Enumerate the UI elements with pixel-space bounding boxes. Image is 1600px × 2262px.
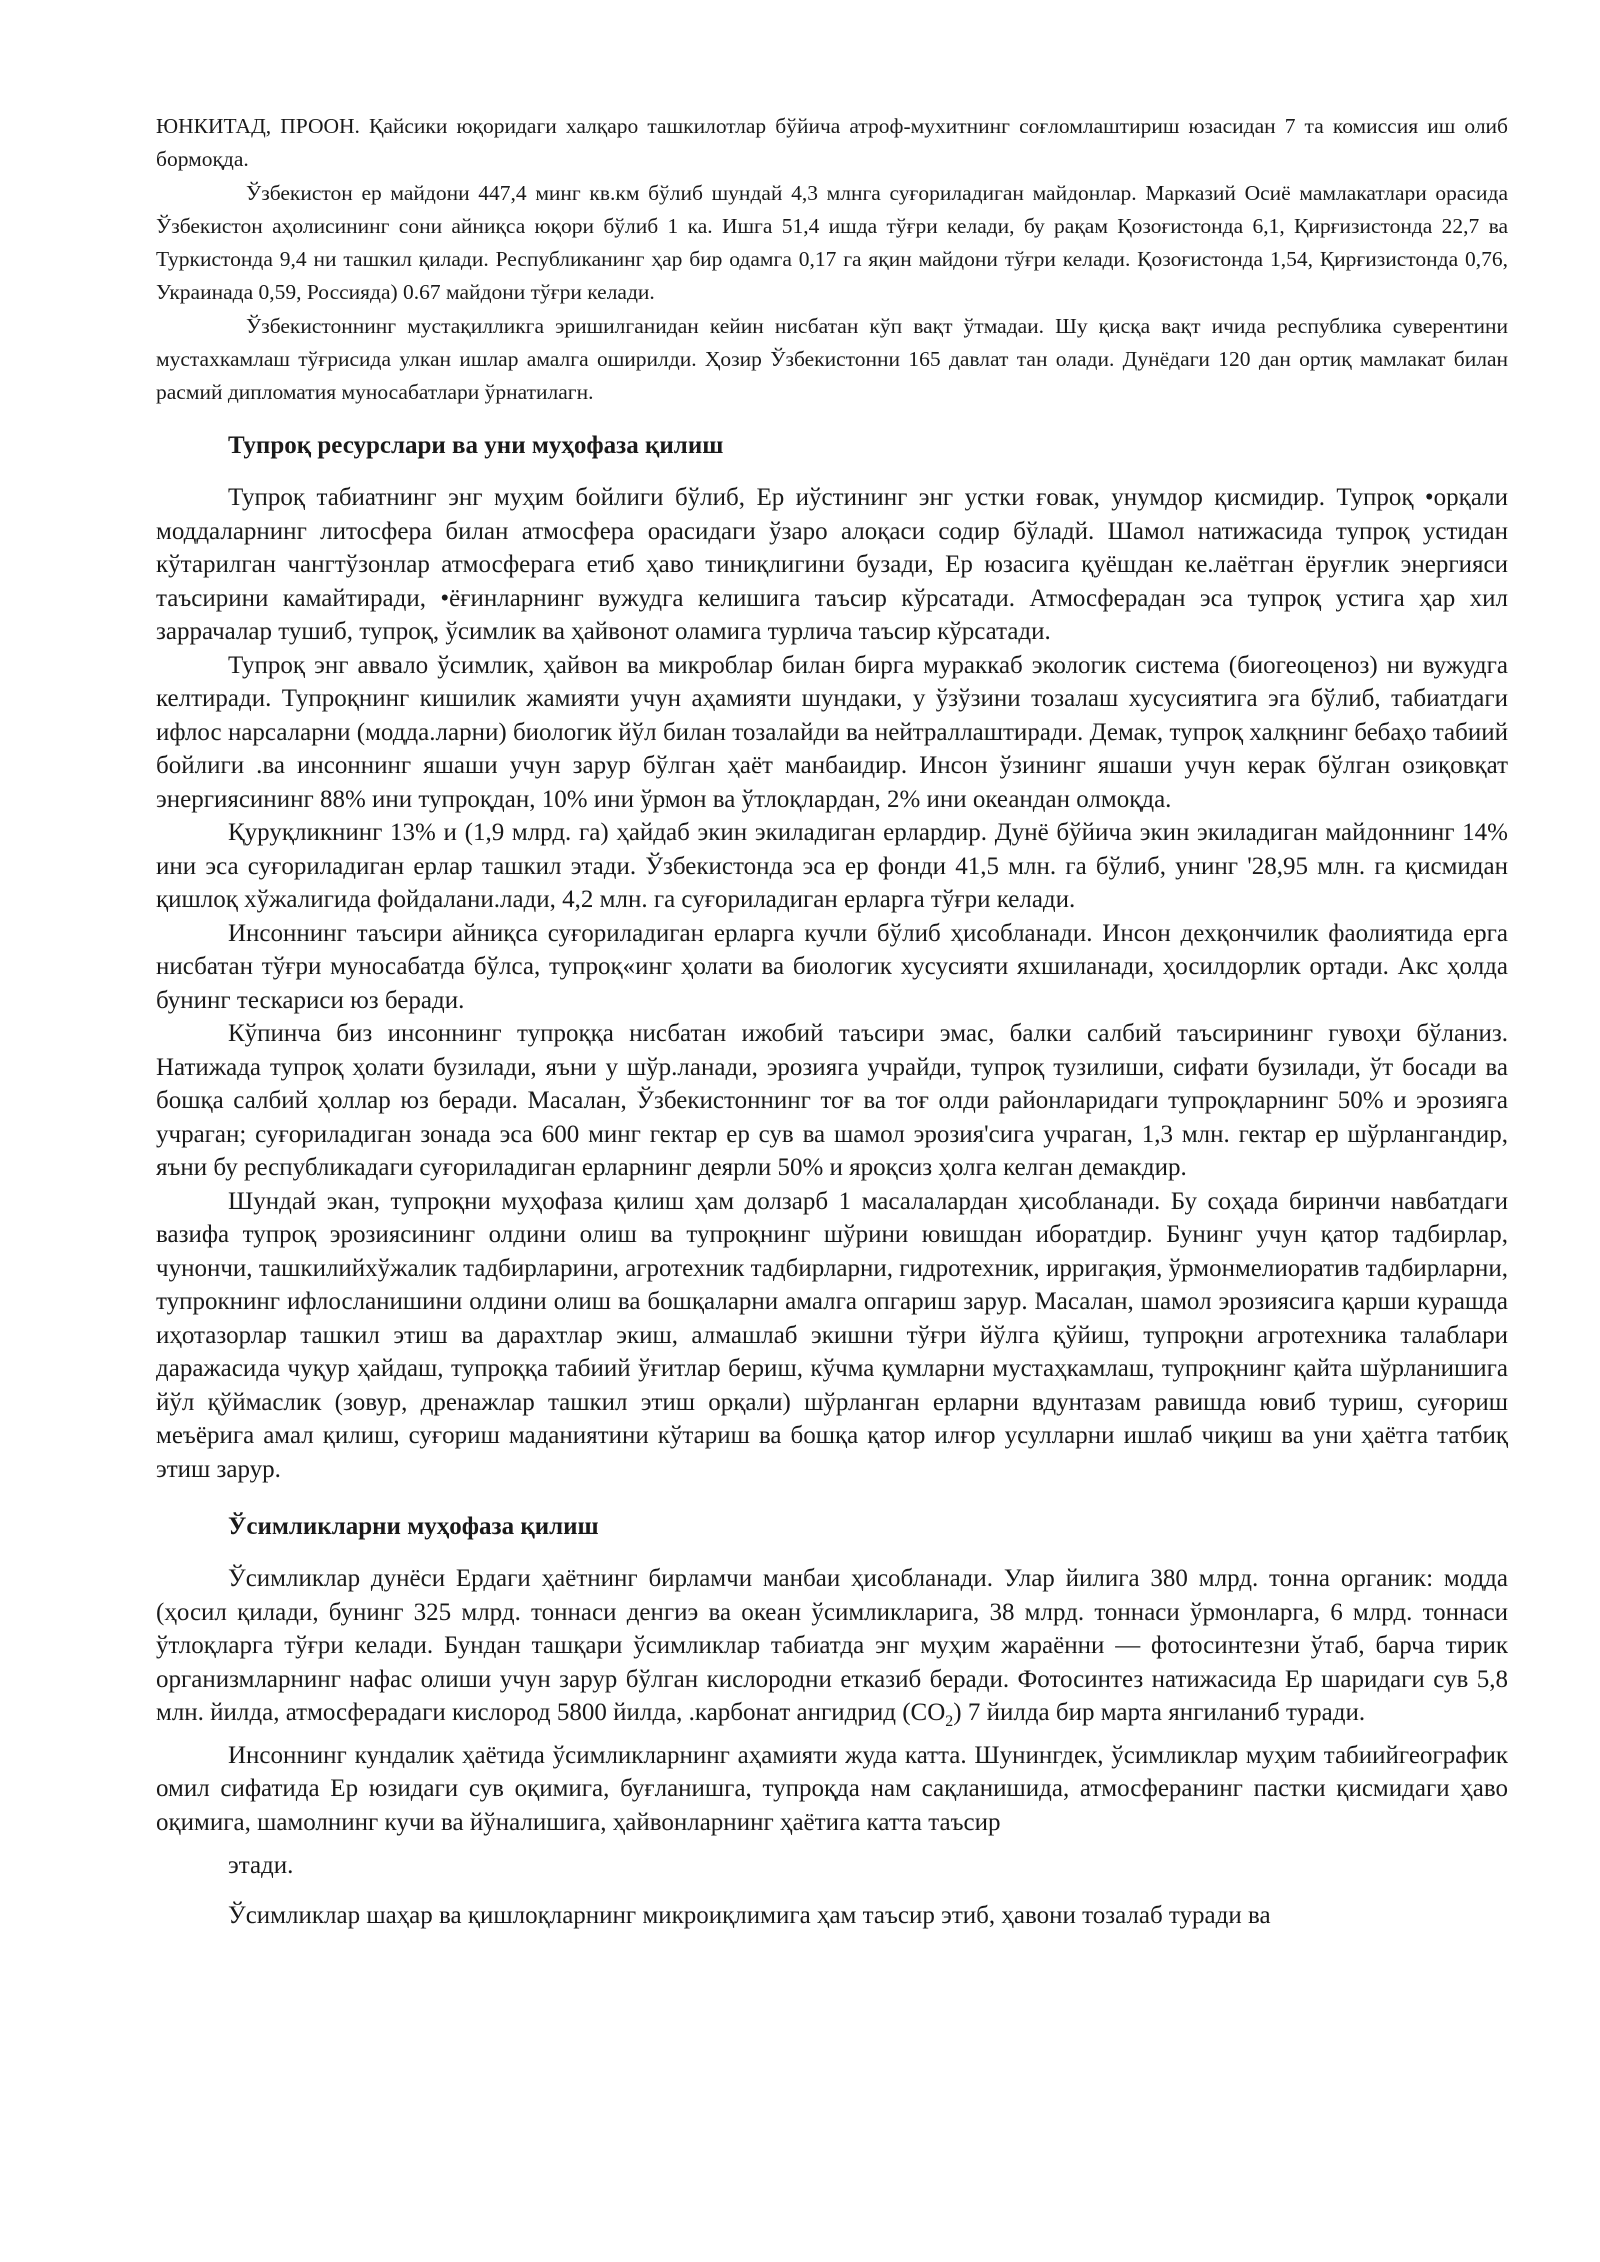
soil-paragraph-2: Тупроқ энг аввало ўсимлик, ҳайвон ва микроблар билан бирга мураккаб экологик система (биогеоценоз) ни вужудга келтиради. Тупроқнинг кишилик жамияти учун аҳамияти шундаки, у ўзўзини тозалаш хусусиятига эга бўлиб, табиатдаги ифлос нарсаларни (модда.ларни) биологик йўл билан тозалайди ва нейтраллаштиради. Демак, тупроқ халқнинг бебаҳо табиий бойлиги .ва инсоннинг яшаши учун зарур бўлган ҳаёт манбаидир. Инсон ўзининг яшаши учун керак бўлган озиқовқат энергиясининг 88% ини тупроқдан, 10% ини ўрмон ва ўтлоқлардан, 2% ини океандан олмоқда. (156, 651, 1508, 813)
plants-paragraph-1-text: Ўсимликлар дунёси Ердаги ҳаётнинг бирламчи манбаи ҳисобланади. Улар йилига 380 млрд. тонна органик: модда (ҳосил қилади, бунинг 325 млрд. тоннаси денгиэ ва океан ўсимликларига, 38 млрд. тоннаси ўрмонларга, 6 млрд. тоннаси ўтлоқларга тўғри келади. Бундан ташқари ўсимликлар табиатда энг муҳим жараённи — фотосинтезни ўтаб, барча тирик организмларнинг нафас олиши учун зарур бўлган кислородни етказиб беради. Фотосинтез натижасида Ер шаридаги сув 5,8 млн. йилда, атмосферадаги кислород 5800 йилда, .карбонат ангидрид (СО (156, 1565, 1508, 1726)
plants-paragraph-2: Инсоннинг кундалик ҳаётида ўсимликларнинг аҳамияти жуда катта. Шунингдек, ўсимликлар муҳим табиийгеографик омил сифатида Ер юзидаги сув оқимига, буғланишга, тупроқда нам сақланишида, атмосферанинг пастки қисмидаги ҳаво оқимига, шамолнинг кучи ва йўналишига, ҳайвонларнинг ҳаётига катта таъсир (156, 1741, 1508, 1836)
plants-paragraph-3: Ўсимликлар шаҳар ва қишлоқларнинг микроиқлимига ҳам таъсир этиб, ҳавони тозалаб туради ва (228, 1901, 1271, 1929)
soil-paragraph-5: Кўпинча биз инсоннинг тупроққа нисбатан ижобий таъсири эмас, балки салбий таъсирининг гувоҳи бўланиз. Натижада тупроқ ҳолати бузилади, яъни у шўр.ланади, эрозияга учрайди, тупроқ тузилиши, сифати бузилади, ўт босади ва бошқа салбий ҳоллар юз беради. Масалан, Ўзбекистоннинг тоғ ва тоғ олди районларидаги тупроқларнинг 50% и эрозияга учраган; суғориладиган зонада эса 600 минг гектар ер сув ва шамол эрозия'сига учраган, 1,3 млн. гектар ер шўрлангандир, яъни бу республикадаги суғориладиган ерларнинг деярли 50% и яроқсиз ҳолга келган демакдир. (156, 1020, 1508, 1181)
soil-paragraph-4: Инсоннинг таъсири айниқса суғориладиган ерларга кучли бўлиб ҳисобланади. Инсон дехқончилик фаолиятида ерга нисбатан тўғри муносабатда бўлса, тупроқ«инг ҳолати ва биологик хусусияти яхшиланади, ҳосилдорлик ортади. Акс ҳолда бунинг тескариси юз беради. (156, 919, 1508, 1014)
soil-section-body (156, 481, 1508, 1486)
soil-paragraph-6: Шундай экан, тупроқни муҳофаза қилиш ҳам долзарб 1 масалалардан ҳисобланади. Бу соҳада биринчи навбатдаги вазифа тупроқ эрозиясининг олдини олиш ва тупроқнинг шўрини ювишдан иборатдир. Бунинг учун қатор тадбирлар, чунончи, ташкилийхўжалик тадбирларини, агротехник тадбирларни, гидротехник, ирригақия, ўрмонмелиоратив тадбирларни, тупрокнинг ифлосланишини олдини олиш ва бошқаларни амалга опгариш зарур. Масалан, шамол эрозиясига қарши курашда иҳотазорлар ташкил этиш ва дарахтлар экиш, алмашлаб экишни тўғри йўлга қўйиш, тупроқни агротехника талаблари даражасида чуқур ҳайдаш, тупроққа табиий ўғитлар бериш, кўчма қумларни мустаҳкамлаш, тупроқнинг қайта шўрланишига йўл қўймаслик (зовур, дренажлар ташкил этиш орқали) шўрланган ерларни вдунтазам равишда ювиб туриш, суғориш меъёрига амал қилиш, суғориш маданиятини кўтариш ва бошқа қатор илғор усулларни ишлаб чиқиш ва уни ҳаётга татбиқ этиш зарур. (156, 1187, 1508, 1483)
intro-paragraph-3: Ўзбекистоннинг мустақилликга эришилганидан кейин нисбатан кўп вақт ўтмадаи. Шу қисқа вақт ичида республика суверентини мустахкамлаш тўғрисида улкан ишлар амалга оширилди. Ҳозир Ўзбекистонни 165 давлат тан олади. Дунёдаги 120 дан ортиқ мамлакат билан расмий дипломатия муносабатлари ўрнатилагн. (156, 314, 1508, 404)
intro-paragraph-1: ЮНКИТАД, ПРООН. Қайсики юқоридаги халқаро ташкилотлар бўйича атроф-мухитнинг соғломлаштириш юзасидан 7 та комиссия иш олиб бормоқда. (156, 114, 1508, 171)
section-heading-plants: Ўсимликларни муҳофаза қилиш (228, 1513, 599, 1540)
intro-block (156, 110, 1508, 409)
plants-paragraph-1 (156, 1562, 1508, 1739)
plants-paragraph-2-tail: этади. (228, 1852, 294, 1879)
soil-paragraph-3: Қуруқликнинг 13% и (1,9 млрд. га) ҳайдаб экин экиладиган ерлардир. Дунё бўйича экин экиладиган майдоннинг 14% ини эса суғориладиган ерлар ташкил этади. Ўзбекистонда эса ер фонди 41,5 млн. га бўлиб, унинг '28,95 млн. га қисмидан қишлоқ хўжалигида фойдалани.лади, 4,2 млн. га суғориладиган ерларга тўғри келади. (156, 819, 1508, 913)
intro-paragraph-2: Ўзбекистон ер майдони 447,4 минг кв.км бўлиб шундай 4,3 млнга суғориладиган майдонлар. Марказий Осиё мамлакатлари орасида Ўзбекистон аҳолисининг сони айниқса юқори бўлиб 1 ка. Ишга 51,4 ишда тўғри келади, бу рақам Қозоғистонда 6,1, Қирғизистонда 22,7 ва Туркистонда 9,4 ни ташкил қилади. Республиканинг ҳар бир одамга 0,17 га яқин майдони тўғри келади. Қозоғистонда 1,54, Қирғизистонда 0,76, Украинада 0,59, Россияда) 0.67 майдони тўғри келади. (156, 181, 1508, 304)
co2-subscript: 2 (945, 1713, 954, 1730)
soil-paragraph-1: Тупроқ табиатнинг энг муҳим бойлиги бўлиб, Ер иўстининг энг устки ғовак, унумдор қисмидир. Тупроқ •орқали моддаларнинг литосфера билан атмосфера орасидаги ўзаро алоқаси содир бўладй. Шамол натижасида тупроқ устидан кўтарилган чангтўзонлар атмосферага етиб ҳаво тиниқлигини бузади, Ер юзасига қуёшдан ке.лаётган ёруғлик энергияси таъсирини камайтиради, •ёғинларнинг вужудга келишига таъсир кўрсатади. Атмосферадан эса тупроқ устига ҳар хил заррачалар тушиб, тупроқ, ўсимлик ва ҳайвонот оламига турлича таъсир кўрсатади. (156, 484, 1508, 645)
plants-section-body (156, 1562, 1508, 1932)
plants-paragraph-1-end: ) 7 йилда бир марта янгиланиб туради. (953, 1699, 1366, 1726)
section-heading-soil: Тупроқ ресурслари ва уни муҳофаза қилиш (228, 432, 724, 459)
